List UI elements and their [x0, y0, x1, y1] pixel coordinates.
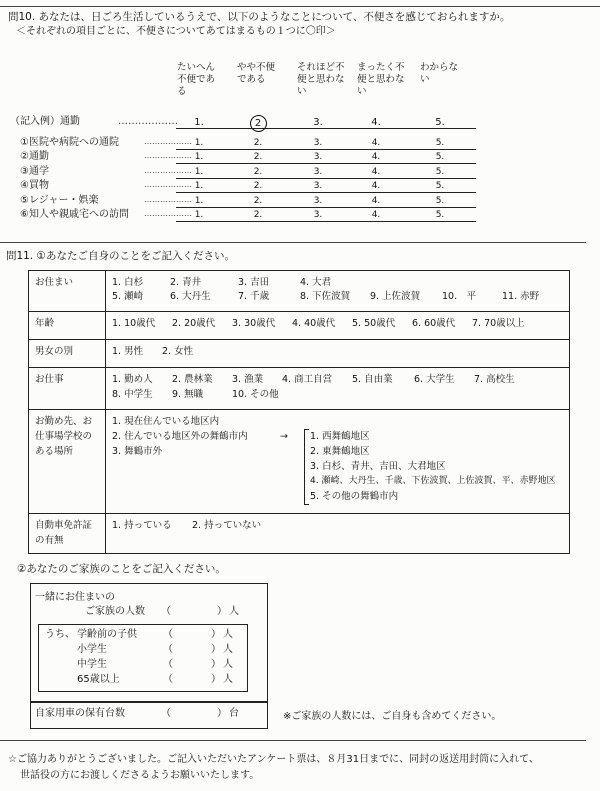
- q10-item-choice-1[interactable]: 1.: [194, 210, 204, 220]
- job-options: [106, 368, 570, 410]
- address-opt-11[interactable]: 11. 赤野: [502, 291, 540, 302]
- q10-item-choice-3[interactable]: 3.: [313, 195, 323, 206]
- q10-item-choice-4[interactable]: 4.: [371, 138, 381, 148]
- workplace-options: [106, 410, 570, 514]
- answer-line: [176, 178, 476, 179]
- address-opt-5[interactable]: 5. 瀬崎: [112, 291, 144, 302]
- q10-item-choice-3[interactable]: 3.: [313, 210, 323, 220]
- q10-instruction: ＜それぞれの項目ごとに、不便さについてあてはまるもの１つに〇印＞: [16, 26, 336, 37]
- child-unit: 人: [223, 629, 233, 640]
- child-category-label: 小学生: [77, 644, 107, 655]
- job-opt-1[interactable]: 1. 勤め人: [112, 374, 153, 385]
- cars-label: 自家用車の保有台数: [35, 708, 125, 719]
- q10-item-choice-3[interactable]: 3.: [313, 138, 323, 148]
- choice-2-circled: [248, 117, 268, 132]
- license-label: 自動車免許証の有無: [29, 514, 106, 554]
- workplace-sub-3[interactable]: 3. 白杉、青井、吉田、大君地区: [310, 461, 446, 472]
- child-paren-close[interactable]: ）: [211, 644, 221, 655]
- q10-option-2: やや不便である: [237, 62, 276, 85]
- child-unit: 人: [223, 674, 233, 685]
- age-opt-6[interactable]: 6. 60歳代: [412, 318, 456, 329]
- family-divider: [30, 701, 268, 703]
- child-category-label: 学齢前の子供: [77, 629, 137, 640]
- job-opt-8[interactable]: 8. 中学生: [112, 389, 153, 400]
- q10-item-choice-4[interactable]: 4.: [371, 181, 381, 192]
- sub-bracket: [304, 429, 309, 505]
- q10-item-choice-5[interactable]: 5.: [435, 195, 445, 206]
- address-opt-6[interactable]: 6. 大丹生: [170, 291, 211, 302]
- thanks-line-2: 世話役の方にお渡しくださるようお願いいたします。: [20, 770, 260, 781]
- choice-1: 1.: [194, 117, 204, 128]
- q10-item-choice-2[interactable]: 2.: [253, 166, 263, 177]
- household-unit: 人: [229, 606, 239, 617]
- child-paren-close[interactable]: ）: [211, 629, 221, 640]
- age-opt-3[interactable]: 3. 30歳代: [232, 318, 276, 329]
- child-category-label: 65歳以上: [77, 674, 120, 685]
- age-opt-2[interactable]: 2. 20歳代: [172, 318, 216, 329]
- section-rule: [0, 242, 586, 243]
- q10-item-row: [20, 180, 460, 194]
- job-opt-10[interactable]: 10. その他: [232, 389, 279, 400]
- license-options: [106, 514, 570, 554]
- q10-item-label: ④買物: [20, 180, 49, 192]
- address-opt-2[interactable]: 2. 青井: [170, 277, 202, 288]
- choice-5: 5.: [435, 117, 445, 128]
- q10-item-choice-5[interactable]: 5.: [435, 210, 445, 220]
- q10-item-choice-1[interactable]: 1.: [194, 166, 204, 177]
- answer-line: [176, 192, 476, 193]
- child-paren-open: （: [163, 644, 173, 655]
- q10-example-row: [10, 116, 460, 130]
- child-paren-open: （: [163, 659, 173, 670]
- child-paren-close[interactable]: ）: [211, 659, 221, 670]
- q10-item-choice-3[interactable]: 3.: [313, 152, 323, 163]
- leader-dots: ………………: [144, 165, 192, 175]
- q10-option-5: わからない: [420, 62, 459, 85]
- bottom-rule: [0, 740, 586, 741]
- q10-item-choice-2[interactable]: 2.: [253, 195, 263, 206]
- q10-item-label: ⑤レジャー・娯楽: [20, 194, 99, 206]
- household-label-1: 一緒にお住まいの: [35, 592, 115, 603]
- age-opt-4[interactable]: 4. 40歳代: [292, 318, 336, 329]
- gender-opt-female[interactable]: 2. 女性: [162, 346, 194, 357]
- workplace-opt-2[interactable]: 2. 住んでいる地区外の舞鶴市内: [112, 431, 248, 442]
- address-options: [106, 271, 570, 312]
- family-table: [30, 583, 268, 729]
- answer-line: [176, 207, 476, 208]
- child-paren-close[interactable]: ）: [211, 674, 221, 685]
- leader-dots: ………………: [144, 209, 192, 218]
- household-label-2: ご家族の人数: [85, 606, 145, 617]
- q10-item-choice-5[interactable]: 5.: [435, 152, 445, 163]
- age-opt-7[interactable]: 7. 70歳以上: [472, 318, 525, 329]
- cars-paren-open: （: [161, 708, 171, 719]
- address-opt-3[interactable]: 3. 吉田: [238, 277, 270, 288]
- job-opt-3[interactable]: 3. 漁業: [232, 374, 264, 385]
- thanks-message: [8, 752, 539, 784]
- q10-item-choice-4[interactable]: 4.: [371, 152, 381, 163]
- address-opt-7[interactable]: 7. 千歳: [238, 291, 270, 302]
- q10-title: 問10. あなたは、日ごろ生活しているうえで、以下のようなことについて、不便さを感じておられますか。: [8, 11, 511, 23]
- job-label: お仕事: [29, 368, 106, 410]
- address-opt-8[interactable]: 8. 下佐波賀: [300, 291, 351, 302]
- q10-item-choice-1[interactable]: 1.: [194, 138, 204, 148]
- q10-item-choice-5[interactable]: 5.: [435, 138, 445, 148]
- q10-option-3: それほど不便と思わない: [297, 62, 345, 97]
- workplace-sub-4[interactable]: 4. 瀬崎、大丹生、千歳、下佐波賀、上佐波賀、平、赤野地区: [310, 476, 556, 486]
- job-opt-2[interactable]: 2. 農林業: [172, 374, 213, 385]
- circled-answer: 2: [250, 115, 267, 132]
- personal-info-table: [28, 270, 570, 554]
- answer-line: [176, 221, 476, 222]
- workplace-sub-2[interactable]: 2. 東舞鶴地区: [310, 446, 370, 457]
- q10-item-choice-4[interactable]: 4.: [371, 210, 381, 220]
- thanks-line-1: ☆ご協力ありがとうございました。ご記入いただいたアンケート票は、８月31日までに、同封の返送用封筒に入れて、: [8, 754, 539, 765]
- leader-dots: ………………: [144, 151, 192, 161]
- family-note: ※ご家族の人数には、ご自身も含めてください。: [283, 711, 502, 722]
- child-paren-open: （: [163, 674, 173, 685]
- choice-4: 4.: [371, 117, 381, 128]
- age-options: [106, 312, 570, 340]
- q10-option-4: まったく不便と思わない: [357, 62, 405, 97]
- children-prefix: うち、: [45, 629, 75, 640]
- address-opt-1[interactable]: 1. 白杉: [112, 277, 144, 288]
- age-opt-1[interactable]: 1. 10歳代: [112, 318, 156, 329]
- job-opt-4[interactable]: 4. 商工自営: [282, 374, 333, 385]
- household-paren-close[interactable]: ）: [217, 606, 227, 617]
- workplace-sub-5[interactable]: 5. その他の舞鶴市内: [310, 491, 399, 502]
- arrow-right-icon: →: [280, 431, 288, 442]
- workplace-label: お勤め先、お仕事場学校のある場所: [29, 410, 106, 514]
- answer-line: [176, 163, 476, 164]
- cars-paren-close[interactable]: ）: [217, 708, 227, 719]
- workplace-opt-3[interactable]: 3. 舞鶴市外: [112, 446, 163, 457]
- top-rule: [0, 6, 600, 7]
- q10-item-choice-3[interactable]: 3.: [313, 181, 323, 192]
- q10-item-choice-1[interactable]: 1.: [194, 195, 204, 206]
- q10-item-choice-1[interactable]: 1.: [194, 152, 204, 163]
- q10-item-choice-2[interactable]: 2.: [253, 138, 263, 148]
- license-opt-no[interactable]: 2. 持っていない: [192, 520, 262, 531]
- answer-line: [176, 149, 476, 150]
- license-opt-yes[interactable]: 1. 持っている: [112, 520, 172, 531]
- household-paren-open: （: [161, 606, 171, 617]
- workplace-sub-1[interactable]: 1. 西舞鶴地区: [310, 431, 370, 442]
- q10-item-choice-1[interactable]: 1.: [194, 181, 204, 192]
- q10-item-choice-2[interactable]: 2.: [253, 152, 263, 163]
- job-opt-9[interactable]: 9. 無職: [172, 389, 204, 400]
- children-subtable: [38, 624, 248, 692]
- address-label: お住まい: [29, 271, 106, 312]
- child-unit: 人: [223, 659, 233, 670]
- q10-option-1: たいへん不便である: [177, 62, 216, 97]
- address-opt-9[interactable]: 9. 上佐波賀: [370, 291, 421, 302]
- child-paren-open: （: [163, 629, 173, 640]
- q10-item-choice-2[interactable]: 2.: [253, 181, 263, 192]
- q10-item-label: ①医院や病院への通院: [20, 137, 119, 148]
- job-opt-6[interactable]: 6. 大学生: [414, 374, 455, 385]
- q11-title: 問11. ①あなたご自身のことをご記入ください。: [6, 250, 235, 262]
- age-opt-5[interactable]: 5. 50歳代: [352, 318, 396, 329]
- age-label: 年齢: [29, 312, 106, 340]
- choice-3: 3.: [313, 117, 323, 128]
- q10-item-choice-2[interactable]: 2.: [253, 210, 263, 220]
- gender-label: 男女の別: [29, 340, 106, 368]
- leader-dots: ………………: [144, 137, 192, 146]
- child-category-label: 中学生: [77, 659, 107, 670]
- q10-example-label: （記入例）通勤: [10, 116, 80, 127]
- q10-item-row: [20, 166, 460, 180]
- q10-item-choice-4[interactable]: 4.: [371, 195, 381, 206]
- leader-dots: ………………: [144, 194, 192, 204]
- q10-item-choice-3[interactable]: 3.: [313, 166, 323, 177]
- leader-dots: ………………: [144, 180, 192, 190]
- family-title: ②あなたのご家族のことをご記入ください。: [17, 563, 226, 575]
- gender-options: [106, 340, 570, 368]
- q10-item-row: [20, 151, 460, 165]
- address-opt-4[interactable]: 4. 大君: [300, 277, 332, 288]
- gender-opt-male[interactable]: 1. 男性: [112, 346, 144, 357]
- q10-item-row: [20, 209, 460, 223]
- q10-item-row: [20, 137, 460, 151]
- q10-item-choice-4[interactable]: 4.: [371, 166, 381, 177]
- q10-item-label: ③通学: [20, 165, 49, 177]
- q10-item-choice-5[interactable]: 5.: [435, 181, 445, 192]
- job-opt-7[interactable]: 7. 高校生: [474, 374, 515, 385]
- child-unit: 人: [223, 644, 233, 655]
- address-opt-10[interactable]: 10. 平: [442, 291, 477, 302]
- q10-item-label: ⑥知人や親戚宅への訪問: [20, 209, 129, 220]
- q10-item-choice-5[interactable]: 5.: [435, 166, 445, 177]
- cars-unit: 台: [229, 708, 239, 719]
- q10-item-label: ②通勤: [20, 151, 49, 163]
- leader-dots: ………………: [118, 116, 178, 127]
- q10-item-row: [20, 195, 460, 209]
- workplace-opt-1[interactable]: 1. 現在住んでいる地区内: [112, 416, 220, 427]
- job-opt-5[interactable]: 5. 自由業: [352, 374, 393, 385]
